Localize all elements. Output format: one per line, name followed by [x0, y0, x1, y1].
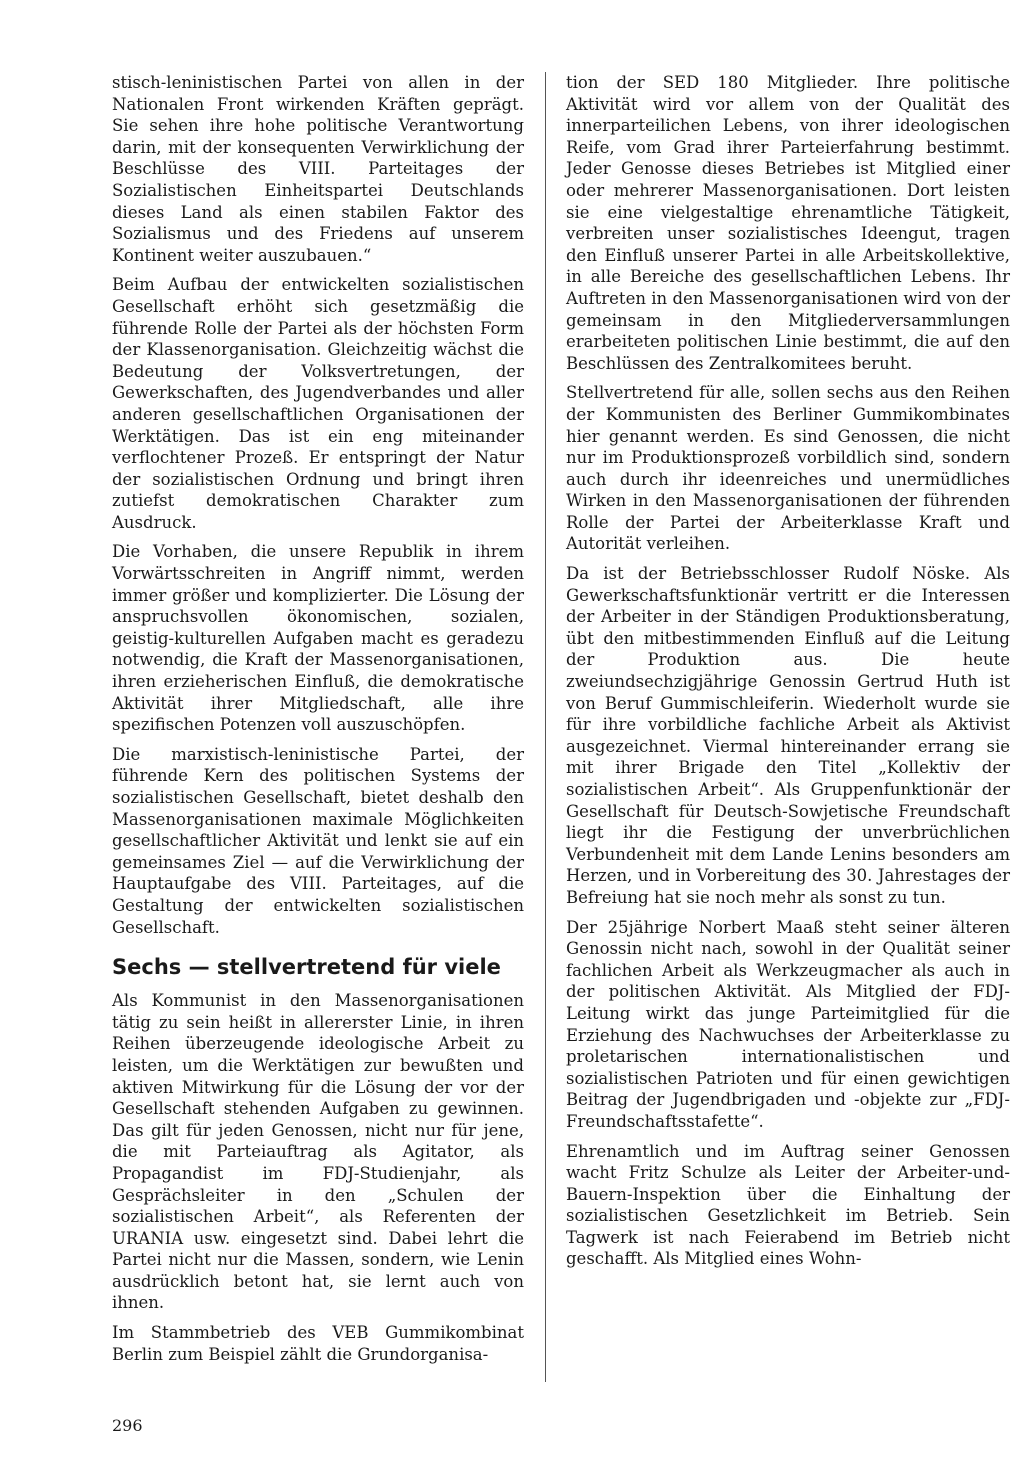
paragraph: Ehrenamtlich und im Auftrag seiner Genossen wacht Fritz Schulze als Leiter der Arbeiter-und-Bauern-Inspektion über die Einhaltung der sozialistischen Gesetzlichkeit im Betrieb. Sein Tagwerk ist nach Feierabend im Betrieb nicht geschafft. Als Mitglied eines Wohn-	[566, 1141, 1010, 1269]
section-heading: Sechs — stellvertretend für viele	[112, 955, 501, 980]
column-divider	[545, 72, 546, 1382]
paragraph: tion der SED 180 Mitglieder. Ihre politische Aktivität wird vor allem von der Qualität des innerparteilichen Lebens, von ihrer ideologischen Reife, vom Grad ihrer Parteierfahrung bestimmt. Jeder Genosse dieses Betriebes ist Mitglied einer oder mehrerer Massenorganisationen. Dort leisten sie eine vielgestaltige ehrenamtliche Tätigkeit, verbreiten unser sozialistisches Ideengut, tragen den Einfluß unserer Partei in alle Arbeitskollektive, in alle Bereiche des gesellschaftlichen Lebens. Ihr Auftreten in den Massenorganisationen wird von der gemeinsam in den Mitgliederversammlungen erarbeiteten politischen Linie bestimmt, die auf den Beschlüssen des Zentralkomitees beruht.	[566, 73, 1010, 373]
paragraph: stisch-leninistischen Partei von allen in der Nationalen Front wirkenden Kräften geprägt. Sie sehen ihre hohe politische Verantwortung darin, mit der konsequenten Verwirklichung der Beschlüsse des VIII. Parteitages der Sozialistischen Einheitspartei Deutschlands dieses Land als einen stabilen Faktor des Sozialismus und des Friedens auf unserem Kontinent weiter auszubauen.“	[112, 73, 524, 265]
paragraph: Beim Aufbau der entwickelten sozialistischen Gesellschaft erhöht sich gesetzmäßig die führende Rolle der Partei als der höchsten Form der Klassenorganisation. Gleichzeitig wächst die Bedeutung der Volksvertretungen, der Gewerkschaften, des Jugendverbandes und aller anderen gesellschaftlichen Organisationen der Werktätigen. Das ist ein eng miteinander verflochtener Prozeß. Er entspringt der Natur der sozialistischen Ordnung und bringt ihren zutiefst demokratischen Charakter zum Ausdruck.	[112, 275, 524, 532]
right-column	[566, 72, 1010, 1278]
paragraph: Als Kommunist in den Massenorganisationen tätig zu sein heißt in allererster Linie, in ihren Reihen überzeugende ideologische Arbeit zu leisten, um die Werktätigen zur bewußten und aktiven Mitwirkung für die Lösung der vor der Gesellschaft stehenden Aufgaben zu gewinnen. Das gilt für jeden Genossen, nicht nur für jene, die mit Parteiauftrag als Agitator, als Propagandist im FDJ-Studienjahr, als Gesprächsleiter in den „Schulen der sozialistischen Arbeit“, als Referenten der URANIA usw. eingesetzt sind. Dabei lehrt die Partei nicht nur die Massen, sondern, wie Lenin ausdrücklich betont hat, sie lernt auch von ihnen.	[112, 991, 524, 1313]
page-number: 296	[112, 1416, 143, 1435]
paragraph: Da ist der Betriebsschlosser Rudolf Nöske. Als Gewerkschaftsfunktionär vertritt er die Interessen der Arbeiter in der Ständigen Produktionsberatung, übt den mitbestimmenden Einfluß auf die Leitung der Produktion aus. Die heute zweiundsechzigjährige Genossin Gertrud Huth ist von Beruf Gummischleiferin. Wiederholt wurde sie für ihre vorbildliche fachliche Arbeit als Aktivist ausgezeichnet. Viermal hintereinander errang sie mit ihrer Brigade den Titel „Kollektiv der sozialistischen Arbeit“. Als Gruppenfunktionär der Gesellschaft für Deutsch-Sowjetische Freundschaft liegt ihr die Festigung der unverbrüchlichen Verbundenheit mit dem Lande Lenins besonders am Herzen, und in Vorbereitung des 30. Jahrestages der Befreiung hat sie noch mehr als sonst zu tun.	[566, 564, 1010, 907]
paragraph: Im Stammbetrieb des VEB Gummikombinat Berlin zum Beispiel zählt die Grundorganisa-	[112, 1323, 524, 1364]
paragraph: Der 25jährige Norbert Maaß steht seiner älteren Genossin nicht nach, sowohl in der Qualität seiner fachlichen Arbeit als Werkzeugmacher als auch in der politischen Aktivität. Als Mitglied der FDJ-Leitung wirkt das junge Parteimitglied für die Erziehung des Nachwuchses der Arbeiterklasse zu proletarischen internationalistischen und sozialistischen Patrioten und für einen gewichtigen Beitrag der Jugendbrigaden und -objekte zur „FDJ-Freundschaftsstafette“.	[566, 917, 1010, 1131]
paragraph: Die marxistisch-leninistische Partei, der führende Kern des politischen Systems der sozialistischen Gesellschaft, bietet deshalb den Massenorganisationen maximale Möglichkeiten gesellschaftlicher Aktivität und lenkt sie auf ein gemeinsames Ziel — auf die Verwirklichung der Hauptaufgabe des VIII. Parteitages, auf die Gestaltung der entwickelten sozialistischen Gesellschaft.	[112, 744, 524, 937]
left-column	[112, 72, 524, 1373]
paragraph: Stellvertretend für alle, sollen sechs aus den Reihen der Kommunisten des Berliner Gummikombinates hier genannt werden. Es sind Genossen, die nicht nur im Produktionsprozeß vorbildlich sind, sondern auch durch ihr ideenreiches und unermüdliches Wirken in den Massenorganisationen der führenden Rolle der Partei der Arbeiterklasse Kraft und Autorität verleihen.	[566, 383, 1010, 554]
paragraph: Die Vorhaben, die unsere Republik in ihrem Vorwärtsschreiten in Angriff nimmt, werden immer größer und komplizierter. Die Lösung der anspruchsvollen ökonomischen, sozialen, geistig-kulturellen Aufgaben macht es geradezu notwendig, die Kraft der Massenorganisationen, ihren erzieherischen Einfluß, die demokratische Aktivität ihrer Mitgliedschaft, alle ihre spezifischen Potenzen voll auszuschöpfen.	[112, 542, 524, 735]
